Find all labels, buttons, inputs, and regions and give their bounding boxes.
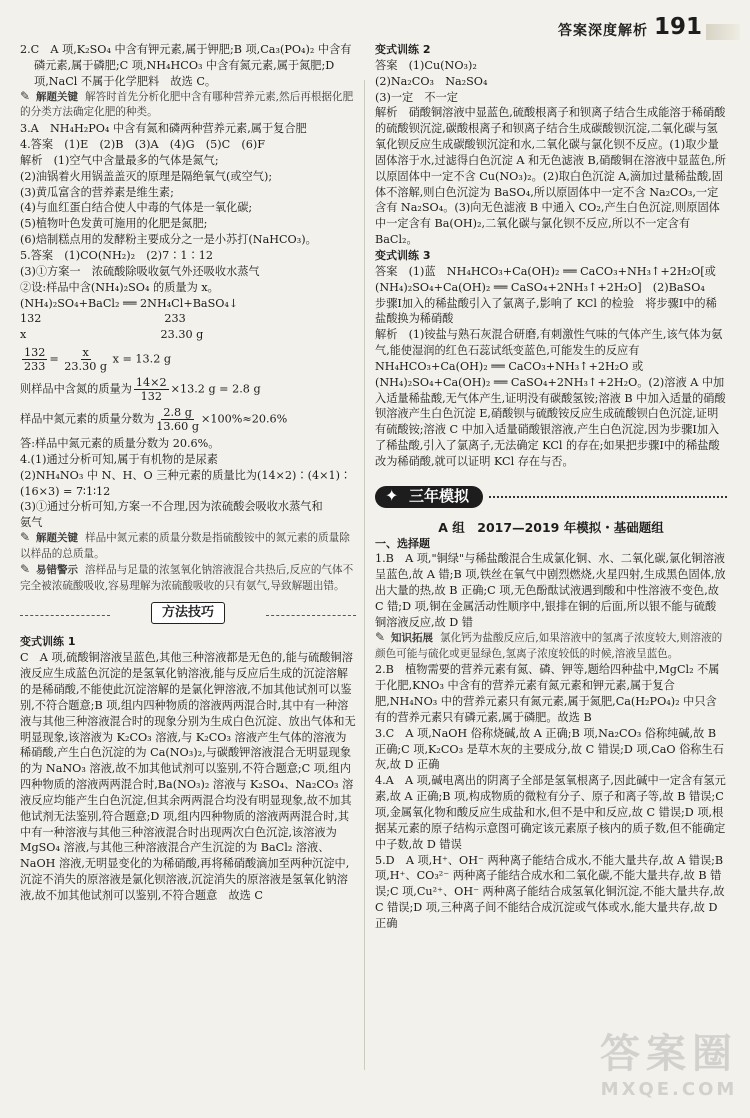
variant-title: 变式训练 3 xyxy=(375,248,431,262)
column-divider xyxy=(364,80,365,1070)
x-value: x = 13.2 g xyxy=(112,352,172,366)
answer-line: (3)黄瓜富含的营养素是维生素; xyxy=(20,185,174,199)
nitrogen-mass-line: 则样品中含氮的质量为 $\frac{14\times 2}{132}$ ×13.2 g = 2.8 g xyxy=(20,376,261,404)
variant-explanation: 解析 硝酸铜溶液中显蓝色,硫酸根离子和钡离子结合生成能溶于稀硝酸的硫酸钡沉淀,碳酸根离子和钡离子结合生成碳酸钡沉淀,二氧化碳与氢氧化钡反应生成碳酸钡沉淀和水,二氧化碳与氯化钡不反应。(1)取少量固体溶于水,过滤得白色沉淀 A 和无色滤液 B,硝酸铜在溶液中显蓝色,所以原固体中一定不含 Cu(NO₃)₂。(2)取白色沉淀 A,滴加过量稀盐酸,固体不溶解,则白色沉淀为 BaSO₄,所以原固体中一定不含 Na₂CO₃,一定含有 Na₂SO₄。(3)向无色滤液 B 中通入 CO₂,产生白色沉淀,则原固体中一定含有 Ba(OH)₂,二氧化碳与氯化钡不反应,所以不一定含有 BaCl₂。 xyxy=(375,106,726,247)
variant-explanation: 解析 (1)铵盐与熟石灰混合研磨,有刺激性气味的气体产生,该气体为氨气,能使湿润的红色石蕊试纸变蓝色,可能发生的反应有 NH₄HCO₃+Ca(OH)₂ ══ CaCO₃+NH₃↑+2H₂O 或(NH₄)₂SO₄+Ca(OH)₂ ══ CaSO₄+2NH₃↑+2H₂O。(2)溶液 A 中加入适量稀盐酸,无气体产生,证明没有碳酸氢铵;溶液 B 中加入适量的硝酸钡溶液产生白色沉淀 E,硝酸钡与硫酸铵反应生成硫酸钡白色沉淀,证明有硫酸铵;溶液 C 中加入适量硝酸银溶液,产生白色沉淀,因为步骤Ⅰ加入了稀盐酸,引入了氯离子,无法确定 KCl 的存在;如果把步骤Ⅰ中的稀盐酸改为稀硝酸,就可以证明 KCl 存在与否。 xyxy=(375,328,726,468)
banner-rule xyxy=(489,496,727,498)
answer-line: (3)一定 不一定 xyxy=(375,90,458,104)
answer-line: (5)植物叶色发黄可施用的化肥是氮肥; xyxy=(20,217,208,231)
answer-line: (3)①通过分析可知,方案一不合理,因为浓硫酸会吸收水蒸气和 xyxy=(20,500,323,514)
watermark-logo: 答案圈 MXQE.COM xyxy=(600,1031,738,1100)
tip-block xyxy=(20,531,356,563)
method-tips-title: 方法技巧 xyxy=(151,602,225,624)
tip-text: 解答时首先分析化肥中含有哪种营养元素,然后再根据化肥的分类方法确定化肥的种类。 xyxy=(20,90,354,119)
page-header xyxy=(0,6,740,40)
fraction: $\frac{x}{23.30 g}$ xyxy=(64,346,108,374)
answer-line: (2)油锅着火用锅盖盖灭的原理是隔绝氧气(或空气); xyxy=(20,169,273,183)
answer-line: 答:样品中氮元素的质量分数为 20.6%。 xyxy=(20,437,220,451)
fraction: $\frac{14\times 2}{132}$ xyxy=(135,376,167,404)
answer-line: (2)NH₄NO₃ 中 N、H、O 三种元素的质量比为(14×2)∶(4×1)∶ xyxy=(20,468,352,482)
answer-line: 项,NaCl 不属于化学肥料 故选 C。 xyxy=(34,74,217,88)
question-answer: 1.B A 项,"铜绿"与稀盐酸混合生成氯化铜、水、二氧化碳,氯化铜溶液呈蓝色,故 A 错;B 项,铁丝在氧气中剧烈燃烧,火星四射,生成黑色固体,放出大量的热,故 B 正确;C 项,无色酚酞试液遇到酸和中性溶液不变色,故 C 错;D 项,铜在金属活动性顺序中,银排在铜的后面,所以银不能与硫酸铜溶液反应,故 D 错 xyxy=(375,552,726,629)
variant-answer: C A 项,硫酸铜溶液呈蓝色,其他三种溶液都是无色的,能与硫酸铜溶液反应生成蓝色沉淀的是氢氧化钠溶液,能与反应后生成的沉淀溶解的是稀硝酸,不能使此沉淀溶解的是氯化钾溶液,不加其他试剂可以鉴别,不符合题意;B 项,组内四种物质的溶液两两混合时,其中有一种溶液与其他三种溶液混合时的现象分别为生成白色沉淀、放出气体和无明显现象,该溶液为 K₂CO₃ 溶液,与 K₂CO₃ 溶液产生气体的溶液为稀硝酸,产生白色沉淀的为 Ca(NO₃)₂,与碳酸钾溶液混合无明显现象的为 NaNO₃ 溶液,故不加其他试剂可以鉴别,不符合题意;C 项,组内四种物质的溶液两两混合时,Ba(NO₃)₂ 溶液与 K₂SO₄、Na₂CO₃ 溶液反应均能产生白色沉淀,但其余两两混合均没有明显现象,故不加其他试剂无法鉴别,符合题意;D 项,组内四种物质的溶液两两混合时,其中有一种溶液与其他三种溶液混合时出现两次白色沉淀,该溶液为 MgSO₄ 溶液,与其他三种溶液混合产生沉淀的为 BaCl₂ 溶液、NaOH 溶液,无明显变化的为稀硝酸,再将稀硝酸滴加至两种沉淀中,沉淀不消失的原溶液是氯化钡溶液,沉淀消失的原溶液是氢氧化钠溶液,故不加其他试剂可以鉴别,不符合题意 故选 C xyxy=(20,651,356,902)
equation-line: (NH₄)₂SO₄+BaCl₂ ══ 2NH₄Cl+BaSO₄↓ xyxy=(20,296,239,310)
fraction: $\frac{2.8 g}{13.60 g}$ xyxy=(156,406,200,434)
header-title: 答案深度解析 xyxy=(557,23,648,39)
answer-line: (4)与血红蛋白结合使人中毒的气体是一氧化碳; xyxy=(20,201,253,215)
answer-line: (16×3) = 7∶1∶12 xyxy=(20,484,111,498)
left-column xyxy=(20,42,356,904)
answer-line: 3.A NH₄H₂PO₄ 中含有氮和磷两种营养元素,属于复合肥 xyxy=(20,122,307,136)
percent-line: 样品中氮元素的质量分数为 $\frac{2.8 g}{13.60 g}$ ×100%≈20.6% xyxy=(20,406,288,434)
question-answer: 2.B 植物需要的营养元素有氮、磷、钾等,题给四种盐中,MgCl₂ 不属于化肥,KNO₃ 中含有的营养元素有氮元素和钾元素,属于复合肥,NH₄NO₃ 中的营养元素只有氮元素,属于氮肥,Ca(H₂PO₄)₂ 中只含有的营养元素只有磷元素,属于磷肥。故选 B xyxy=(375,663,720,724)
warning-tag: ✎ 易错警示 xyxy=(20,563,81,579)
header-decoration xyxy=(706,24,740,40)
question-answer: 4.A A 项,碱电离出的阴离子全部是氢氧根离子,因此碱中一定含有氢元素,故 A 正确;B 项,构成物质的微粒有分子、原子和离子等,故 B 错误;C 项,金属氧化物和酸反应生成盐和水,但不是中和反应,故 C 错误;D 项,根据某元素的原子结构示意图可确定该元素原子核内的质子数,但不能确定中子数,故 D 错误 xyxy=(375,774,726,851)
answer-line: 磷元素,属于磷肥;C 项,NH₄HCO₃ 中含有氮元素,属于氮肥;D xyxy=(34,58,335,72)
answer-line: (6)焙制糕点用的发酵粉主要成分之一是小苏打(NaHCO₃)。 xyxy=(20,233,317,247)
answer-line: 5.答案 (1)CO(NH₂)₂ (2)7∶1∶12 xyxy=(20,248,213,262)
answer-line: 4.(1)通过分析可知,属于有机物的是尿素 xyxy=(20,452,218,466)
variant-title: 变式训练 2 xyxy=(375,43,431,56)
answer-line: 氨气 xyxy=(20,516,43,530)
three-year-mock-banner xyxy=(375,480,727,514)
answer-line: 4.答案 (1)E (2)B (3)A (4)G (5)C (6)F xyxy=(20,138,265,152)
warning-block xyxy=(20,563,356,595)
tip-tag: ✎ 知识拓展 xyxy=(375,631,436,647)
variant-answer: 答案 (1)蓝 NH₄HCO₃+Ca(OH)₂ ══ CaCO₃+NH₃↑+2H₂O[或(NH₄)₂SO₄+Ca(OH)₂ ══ CaSO₄+2NH₃↑+2H₂O] (2)BaSO₄ 步骤Ⅰ加入的稀盐酸引入了氯离子,影响了 KCl 的检验 将步骤Ⅰ中的稀盐酸换为稀硝酸 xyxy=(375,264,717,326)
tip-text: 氯化钙为盐酸反应后,如果溶液中的氢离子浓度较大,则溶液的颜色可能与硫化或更显绿色,氢离子浓度较低的时候,溶液呈蓝色。 xyxy=(375,631,723,660)
warning-text: 溶样品与足量的浓氢氧化钠溶液混合共热后,反应的气体不完全被浓硫酸吸收,容易理解为浓硫酸吸收的只有氨气,导致解题出错。 xyxy=(20,563,354,592)
right-column xyxy=(375,42,727,932)
variant-title: 变式训练 1 xyxy=(20,635,76,649)
tip-block xyxy=(375,631,727,663)
tip-text: 样品中氮元素的质量分数是指硫酸铵中的氮元素的质量除以样品的总质量。 xyxy=(20,532,350,560)
section-title: 一、选择题 xyxy=(375,536,430,550)
question-answer: 5.D A 项,H⁺、OH⁻ 两种离子能结合成水,不能大量共存,故 A 错误;B 项,H⁺、CO₃²⁻ 两种离子能结合成水和二氧化碳,不能大量共存,故 B 错误;C 项,Cu²⁺、OH⁻ 两种离子能结合成氢氧化铜沉淀,不能大量共存,故 C 错误;D 项,三种离子间不能结合成沉淀或气体或水,能大量共存,故 D 正确 xyxy=(375,853,725,930)
question-answer: 3.C A 项,NaOH 俗称烧碱,故 A 正确;B 项,Na₂CO₃ 俗称纯碱,故 B 正确;C 项,K₂CO₃ 是草木灰的主要成分,故 C 错误;D 项,CaO 俗称生石灰,故 D 正确 xyxy=(375,726,724,772)
page-number: 191 xyxy=(653,14,702,40)
answer-line: 解析 (1)空气中含量最多的气体是氮气; xyxy=(20,153,219,167)
answer-line: 2.C A 项,K₂SO₄ 中含有钾元素,属于钾肥;B 项,Ca₃(PO₄)₂ 中含有 xyxy=(20,43,352,56)
proportion-line: $\frac{132}{233}$ = $\frac{x}{23.30 g}$ x = 13.2 g xyxy=(24,346,172,374)
fraction: $\frac{132}{233}$ xyxy=(24,346,46,374)
answer-line: (3)①方案一 浓硫酸除吸收氨气外还吸收水蒸气 xyxy=(20,264,260,278)
equation-line: x 23.30 g xyxy=(20,328,204,342)
tip-block xyxy=(20,90,356,122)
answer-line: (2)Na₂CO₃ Na₂SO₄ xyxy=(375,74,488,88)
equation-line: 132 233 xyxy=(20,312,186,326)
three-year-mock-title: ✦ 三年模拟 xyxy=(375,486,483,508)
answer-line: 答案 (1)Cu(NO₃)₂ xyxy=(375,58,477,72)
method-tips-banner xyxy=(20,602,356,628)
tip-tag: ✎ 解题关键 xyxy=(20,90,81,106)
group-title: A 组 2017—2019 年模拟・基础题组 xyxy=(438,519,664,535)
answer-line: ②设:样品中含(NH₄)₂SO₄ 的质量为 x。 xyxy=(20,280,219,294)
tip-tag: ✎ 解题关键 xyxy=(20,531,81,547)
